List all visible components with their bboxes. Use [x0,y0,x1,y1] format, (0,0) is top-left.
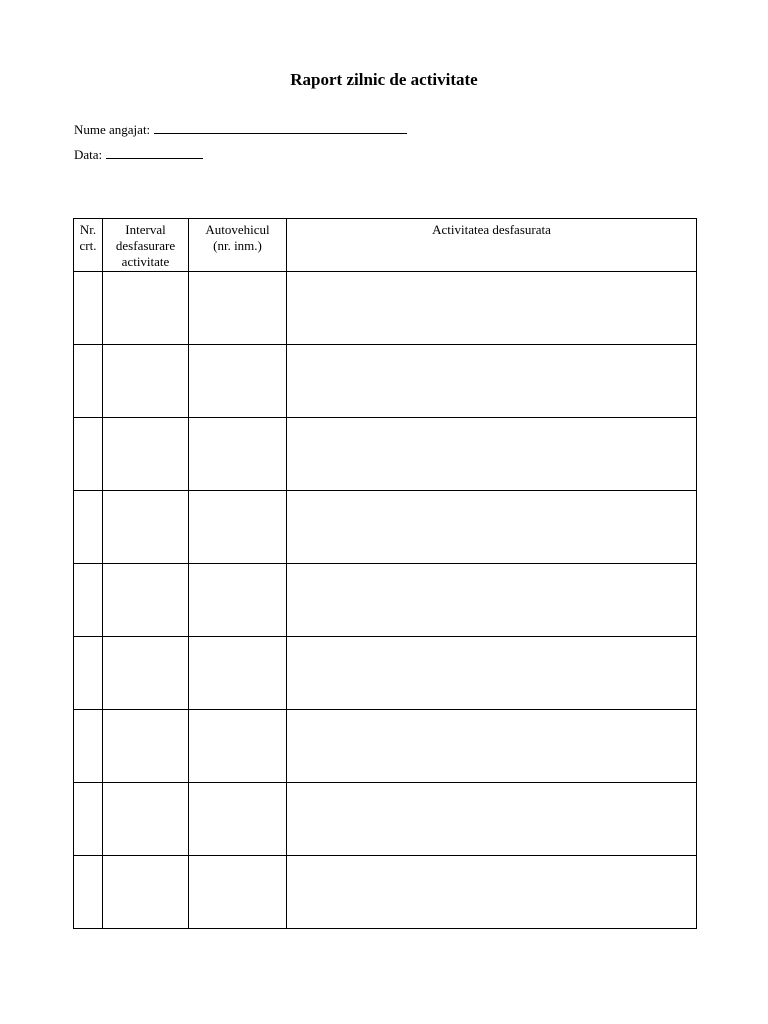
cell-nr-crt[interactable] [74,783,103,856]
cell-activity[interactable] [287,345,697,418]
header-vehicle [189,219,287,272]
date-blank[interactable] [106,146,203,159]
header-line: crt. [79,238,97,253]
cell-interval[interactable] [103,637,189,710]
header-nr-crt [74,219,103,272]
cell-vehicle[interactable] [189,564,287,637]
cell-activity[interactable] [287,418,697,491]
cell-vehicle[interactable] [189,783,287,856]
cell-vehicle[interactable] [189,491,287,564]
table-row [74,856,697,929]
header-interval [103,219,189,272]
table-header-row [74,219,697,272]
header-line: (nr. inm.) [213,238,262,253]
cell-nr-crt[interactable] [74,418,103,491]
activity-table [73,218,697,929]
cell-interval[interactable] [103,272,189,345]
cell-interval[interactable] [103,856,189,929]
cell-activity[interactable] [287,564,697,637]
table-row [74,710,697,783]
cell-vehicle[interactable] [189,856,287,929]
header-line: Autovehicul [205,222,270,237]
cell-vehicle[interactable] [189,637,287,710]
cell-activity[interactable] [287,637,697,710]
cell-vehicle[interactable] [189,710,287,783]
header-line: desfasurare [115,238,176,253]
header-line: Activitatea desfasurata [432,222,551,237]
cell-interval[interactable] [103,491,189,564]
cell-nr-crt[interactable] [74,856,103,929]
header-line: Nr. [79,222,97,237]
cell-vehicle[interactable] [189,272,287,345]
header-line: activitate [121,254,170,269]
cell-activity[interactable] [287,491,697,564]
cell-nr-crt[interactable] [74,564,103,637]
table-row [74,345,697,418]
cell-nr-crt[interactable] [74,710,103,783]
table-row [74,564,697,637]
cell-nr-crt[interactable] [74,272,103,345]
table-row [74,272,697,345]
table-row [74,783,697,856]
cell-activity[interactable] [287,856,697,929]
date-label: Data: [74,147,103,162]
cell-interval[interactable] [103,418,189,491]
cell-activity[interactable] [287,710,697,783]
cell-vehicle[interactable] [189,418,287,491]
table-row [74,491,697,564]
cell-nr-crt[interactable] [74,491,103,564]
header-activity [287,219,697,272]
employee-name-label: Nume angajat: [74,122,151,137]
cell-nr-crt[interactable] [74,637,103,710]
date-field [74,146,203,163]
cell-activity[interactable] [287,783,697,856]
header-line: Interval [125,222,166,237]
table-row [74,418,697,491]
cell-interval[interactable] [103,710,189,783]
table-row [74,637,697,710]
cell-interval[interactable] [103,564,189,637]
employee-name-field [74,121,407,138]
employee-name-blank[interactable] [154,121,407,134]
cell-activity[interactable] [287,272,697,345]
cell-interval[interactable] [103,345,189,418]
cell-vehicle[interactable] [189,345,287,418]
cell-nr-crt[interactable] [74,345,103,418]
cell-interval[interactable] [103,783,189,856]
page-title: Raport zilnic de activitate [290,70,478,89]
